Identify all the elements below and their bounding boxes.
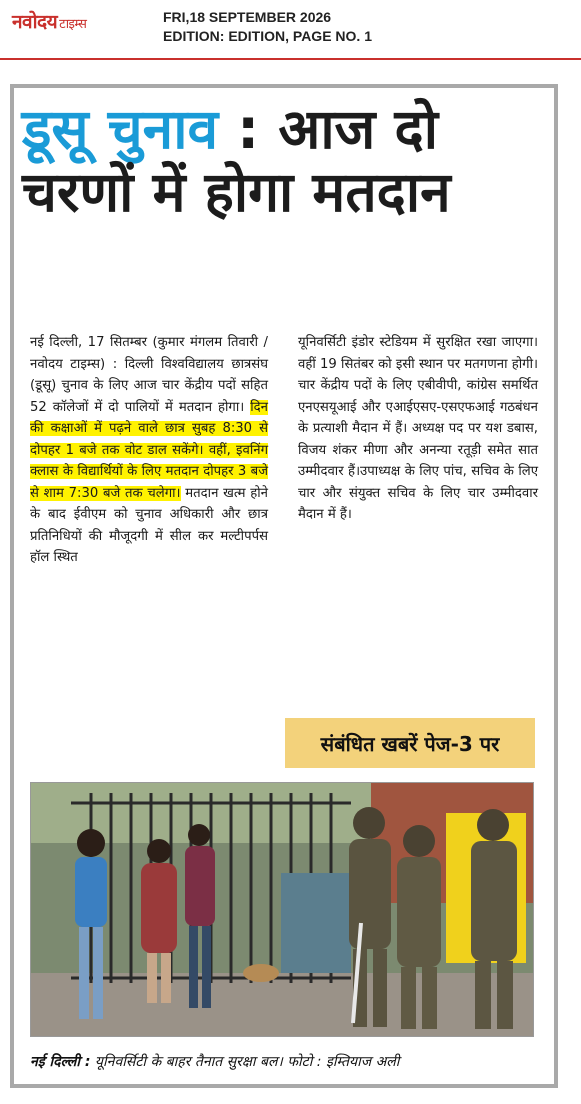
headline-line-2: चरणों में होगा मतदान bbox=[22, 159, 451, 224]
headline-separator: : bbox=[218, 97, 279, 161]
column-1-intro: नई दिल्ली, 17 सितम्बर (कुमार मंगलम तिवारी /नवोदय टाइम्स) : दिल्ली विश्वविद्यालय छात्रसंघ (डूसू) चुनाव के लिए आज चार केंद्रीय पदों सहित 52 कॉलेजों में दो पालियों में मतदान होगा। bbox=[30, 335, 268, 415]
edition-line: EDITION: EDITION, PAGE NO. 1 bbox=[163, 28, 372, 44]
caption-place: नई दिल्ली : bbox=[30, 1054, 91, 1070]
article-column-1 bbox=[30, 332, 268, 569]
brand-subname: टाइम्स bbox=[59, 17, 87, 32]
edition-info bbox=[163, 8, 372, 46]
article-headline bbox=[22, 98, 542, 223]
date-line: FRI,18 SEPTEMBER 2026 bbox=[163, 9, 332, 25]
headline-part-2: आज दो bbox=[278, 97, 438, 161]
photo-caption bbox=[30, 1052, 540, 1071]
brand-logo[interactable] bbox=[12, 8, 86, 34]
headline-highlight: डूसू चुनाव bbox=[22, 97, 219, 161]
article-column-2: यूनिवर्सिटी इंडोर स्टेडियम में सुरक्षित रखा जाएगा। वहीं 19 सितंबर को इसी स्थान पर मतगणना होगी। चार केंद्रीय पदों के लिए एबीवीपी, कांग्रेस समर्थित एनएसयूआई और एआईएसए-एसएफआई गठबंधन के प्रत्याशी मैदान में हैं। अध्यक्ष पद पर यश डबास, विजय शंकर मीणा और अनन्या रतूड़ी समेत सात उम्मीदवार हैं।उपाध्यक्ष के लिए पांच, सचिव के लिए चार और संयुक्त सचिव के लिए चार उम्मीदवार मैदान में हैं। bbox=[298, 335, 538, 522]
security-forces-photo bbox=[31, 783, 534, 1037]
brand-name: नवोदय bbox=[12, 11, 58, 33]
related-news-box[interactable]: संबंधित खबरें पेज-3 पर bbox=[285, 718, 535, 768]
epaper-header bbox=[0, 0, 581, 60]
caption-text: यूनिवर्सिटी के बाहर तैनात सुरक्षा बल। फोटो : इम्तियाज अली bbox=[90, 1054, 400, 1070]
column-1-rest: मतदान खत्म होने के बाद ईवीएम को चुनाव अधिकारी और छात्र प्रतिनिधियों की मौजूदगी में सील कर मल्टीपर्पस हॉल स्थित bbox=[30, 485, 268, 565]
highlighted-text: दिन की कक्षाओं में पढ़ने वाले छात्र सुबह 8:30 से दोपहर 1 बजे तक वोट डाल सकेंगे। वहीं, इवनिंग क्लास के विद्यार्थियों के लिए मतदान दोपहर 3 बजे से शाम 7:30 बजे तक चलेगा। bbox=[30, 399, 268, 501]
news-photo bbox=[30, 782, 534, 1037]
headline-line-1 bbox=[22, 98, 542, 161]
